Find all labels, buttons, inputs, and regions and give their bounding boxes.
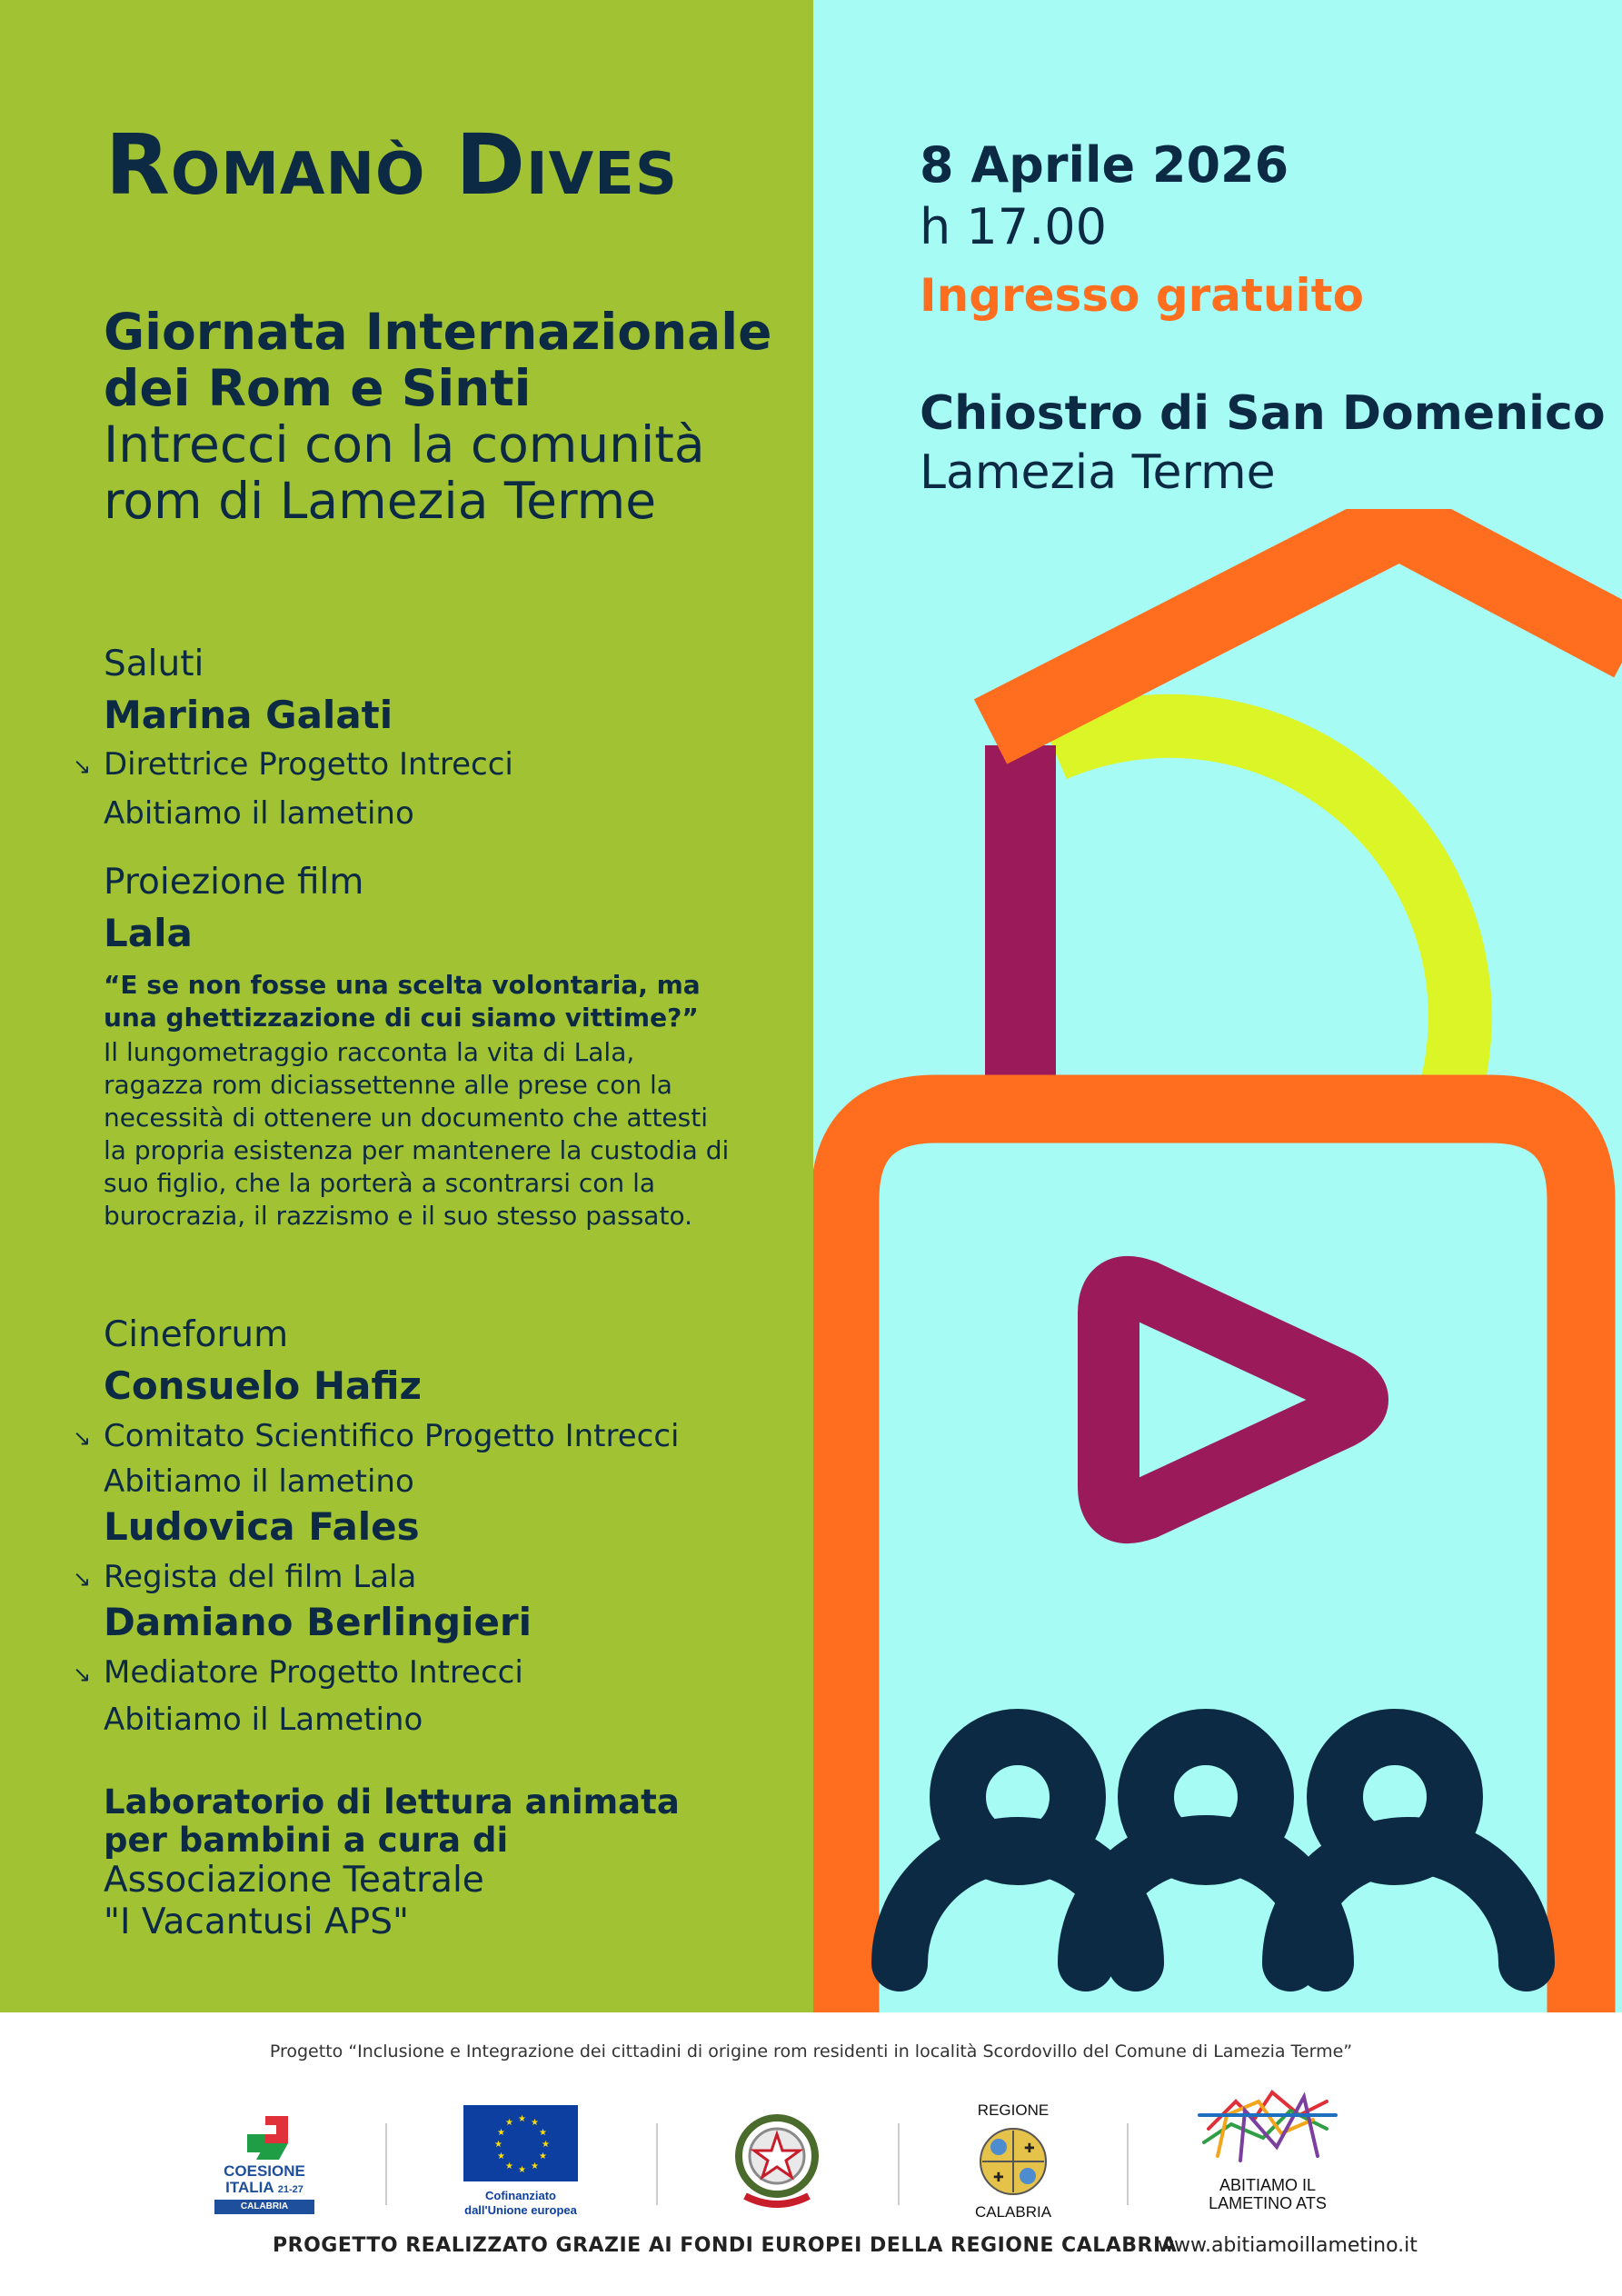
event-title-line2: dei Rom e Sinti — [104, 359, 532, 417]
speaker-name-2: Ludovica Fales — [104, 1504, 420, 1549]
svg-text:★: ★ — [531, 2118, 539, 2128]
event-title — [104, 304, 771, 416]
brand-title: Romanò Dives — [105, 116, 678, 214]
svg-text:★: ★ — [518, 2165, 526, 2175]
event-venue: Chiostro di San Domenico — [920, 386, 1606, 441]
funding-note: PROGETTO REALIZZATO GRAZIE AI FONDI EUROPEI DELLA REGIONE CALABRIA — [273, 2234, 1178, 2257]
cinema-house-illustration — [813, 509, 1622, 2012]
svg-text:★: ★ — [531, 2161, 539, 2171]
arrow-icon: ↘ — [73, 754, 92, 779]
abitiamo-line2: LAMETINO ATS — [1209, 2194, 1327, 2212]
website-link[interactable]: www.abitiamoillametino.it — [1158, 2234, 1418, 2257]
arrow-icon: ↘ — [73, 1425, 92, 1451]
speaker-org-1: Abitiamo il lametino — [104, 1463, 414, 1500]
speaker-role-3: Mediatore Progetto Intrecci — [104, 1654, 523, 1691]
speaker-org-3: Abitiamo il Lametino — [104, 1702, 423, 1738]
workshop-title-line2: per bambini a cura di — [104, 1821, 509, 1860]
event-subtitle-line2: rom di Lamezia Terme — [104, 472, 657, 530]
audience-icon — [900, 1737, 1527, 1963]
logo-separator — [656, 2123, 658, 2205]
logo-separator — [1127, 2123, 1129, 2205]
abitiamo-network-icon — [1190, 2074, 1345, 2165]
logo-separator — [385, 2123, 387, 2205]
event-subtitle-line1: Intrecci con la comunità — [104, 415, 705, 474]
svg-text:★: ★ — [497, 2128, 505, 2138]
eu-caption-line2: dall'Unione europea — [464, 2203, 577, 2217]
event-title-line1: Giornata Internazionale — [104, 303, 772, 361]
film-description: Il lungometraggio racconta la vita di Lala, ragazza rom diciassettenne alle prese con la necessità di ottenere un documento che attesti la propria esistenza per mantenere la custodia di suo figlio, che la porterà a scontrarsi con la burocrazia, il razzismo e il suo stesso passato. — [104, 1037, 730, 1231]
svg-text:★: ★ — [505, 2161, 513, 2171]
arrow-icon: ↘ — [73, 1566, 92, 1592]
svg-text:★: ★ — [505, 2118, 513, 2128]
event-time: h 17.00 — [920, 198, 1107, 255]
svg-text:★: ★ — [539, 2128, 547, 2138]
film-title: Lala — [104, 911, 193, 955]
film-label: Proiezione film — [104, 862, 364, 903]
speaker-name-3: Damiano Berlingieri — [104, 1600, 532, 1644]
eu-caption-line1: Cofinanziato — [485, 2189, 556, 2202]
saluti-label: Saluti — [104, 644, 204, 684]
svg-text:★: ★ — [494, 2140, 503, 2150]
saluti-role: Direttrice Progetto Intrecci — [104, 746, 513, 783]
arc-shape — [1054, 726, 1460, 1109]
coesione-years: 21-27 — [277, 2184, 304, 2195]
speaker-role-1: Comitato Scientifico Progetto Intrecci — [104, 1418, 680, 1454]
workshop-title-line1: Laboratorio di lettura animata — [104, 1782, 680, 1822]
italian-republic-emblem-icon — [727, 2105, 827, 2216]
saluti-org: Abitiamo il lametino — [104, 795, 414, 832]
film-quote: “E se non fosse una scelta volontaria, ma una ghettizzazione di cui siamo vittime?” — [104, 970, 701, 1033]
logo-separator — [898, 2123, 900, 2205]
entry-free: Ingresso gratuito — [920, 269, 1364, 322]
coesione-italia-logo — [214, 2107, 314, 2223]
coesione-cube-icon — [238, 2107, 302, 2163]
eu-flag-icon — [463, 2105, 578, 2181]
saluti-name: Marina Galati — [104, 693, 393, 737]
svg-text:★: ★ — [497, 2151, 505, 2161]
workshop-org-line2: "I Vacantusi APS" — [104, 1902, 409, 1942]
svg-text:★: ★ — [542, 2140, 550, 2150]
regione-calabria-logo — [963, 2101, 1063, 2229]
play-icon — [1109, 1287, 1358, 1512]
speaker-name-1: Consuelo Hafiz — [104, 1363, 422, 1408]
svg-text:★: ★ — [539, 2151, 547, 2161]
workshop-org — [104, 1860, 484, 1943]
coesione-line1: COESIONE — [224, 2162, 305, 2180]
svg-text:★: ★ — [518, 2114, 526, 2124]
svg-text:✚: ✚ — [993, 2171, 1004, 2185]
eu-flag-logo — [462, 2105, 580, 2223]
abitiamo-line1: ABITIAMO IL — [1219, 2176, 1317, 2194]
roof-shape — [990, 523, 1622, 732]
abitiamo-lametino-logo — [1190, 2074, 1345, 2211]
event-city: Lamezia Terme — [920, 445, 1276, 500]
event-subtitle — [104, 416, 705, 529]
cineforum-label: Cineforum — [104, 1314, 289, 1355]
regione-top: REGIONE — [977, 2101, 1050, 2119]
calabria-shield-icon — [977, 2125, 1050, 2198]
arrow-icon: ↘ — [73, 1662, 92, 1687]
regione-bottom: CALABRIA — [974, 2203, 1052, 2221]
event-date: 8 Aprile 2026 — [920, 136, 1289, 194]
coesione-line2: ITALIA — [225, 2179, 274, 2196]
coesione-region: CALABRIA — [214, 2200, 314, 2214]
workshop-org-line1: Associazione Teatrale — [104, 1860, 484, 1901]
svg-text:✚: ✚ — [1024, 2141, 1035, 2156]
speaker-role-2: Regista del film Lala — [104, 1559, 417, 1595]
project-description: Progetto “Inclusione e Integrazione dei cittadini di origine rom residenti in località Scordovillo del Comune di Lamezia Terme” — [269, 2041, 1353, 2061]
workshop-title — [104, 1783, 680, 1860]
